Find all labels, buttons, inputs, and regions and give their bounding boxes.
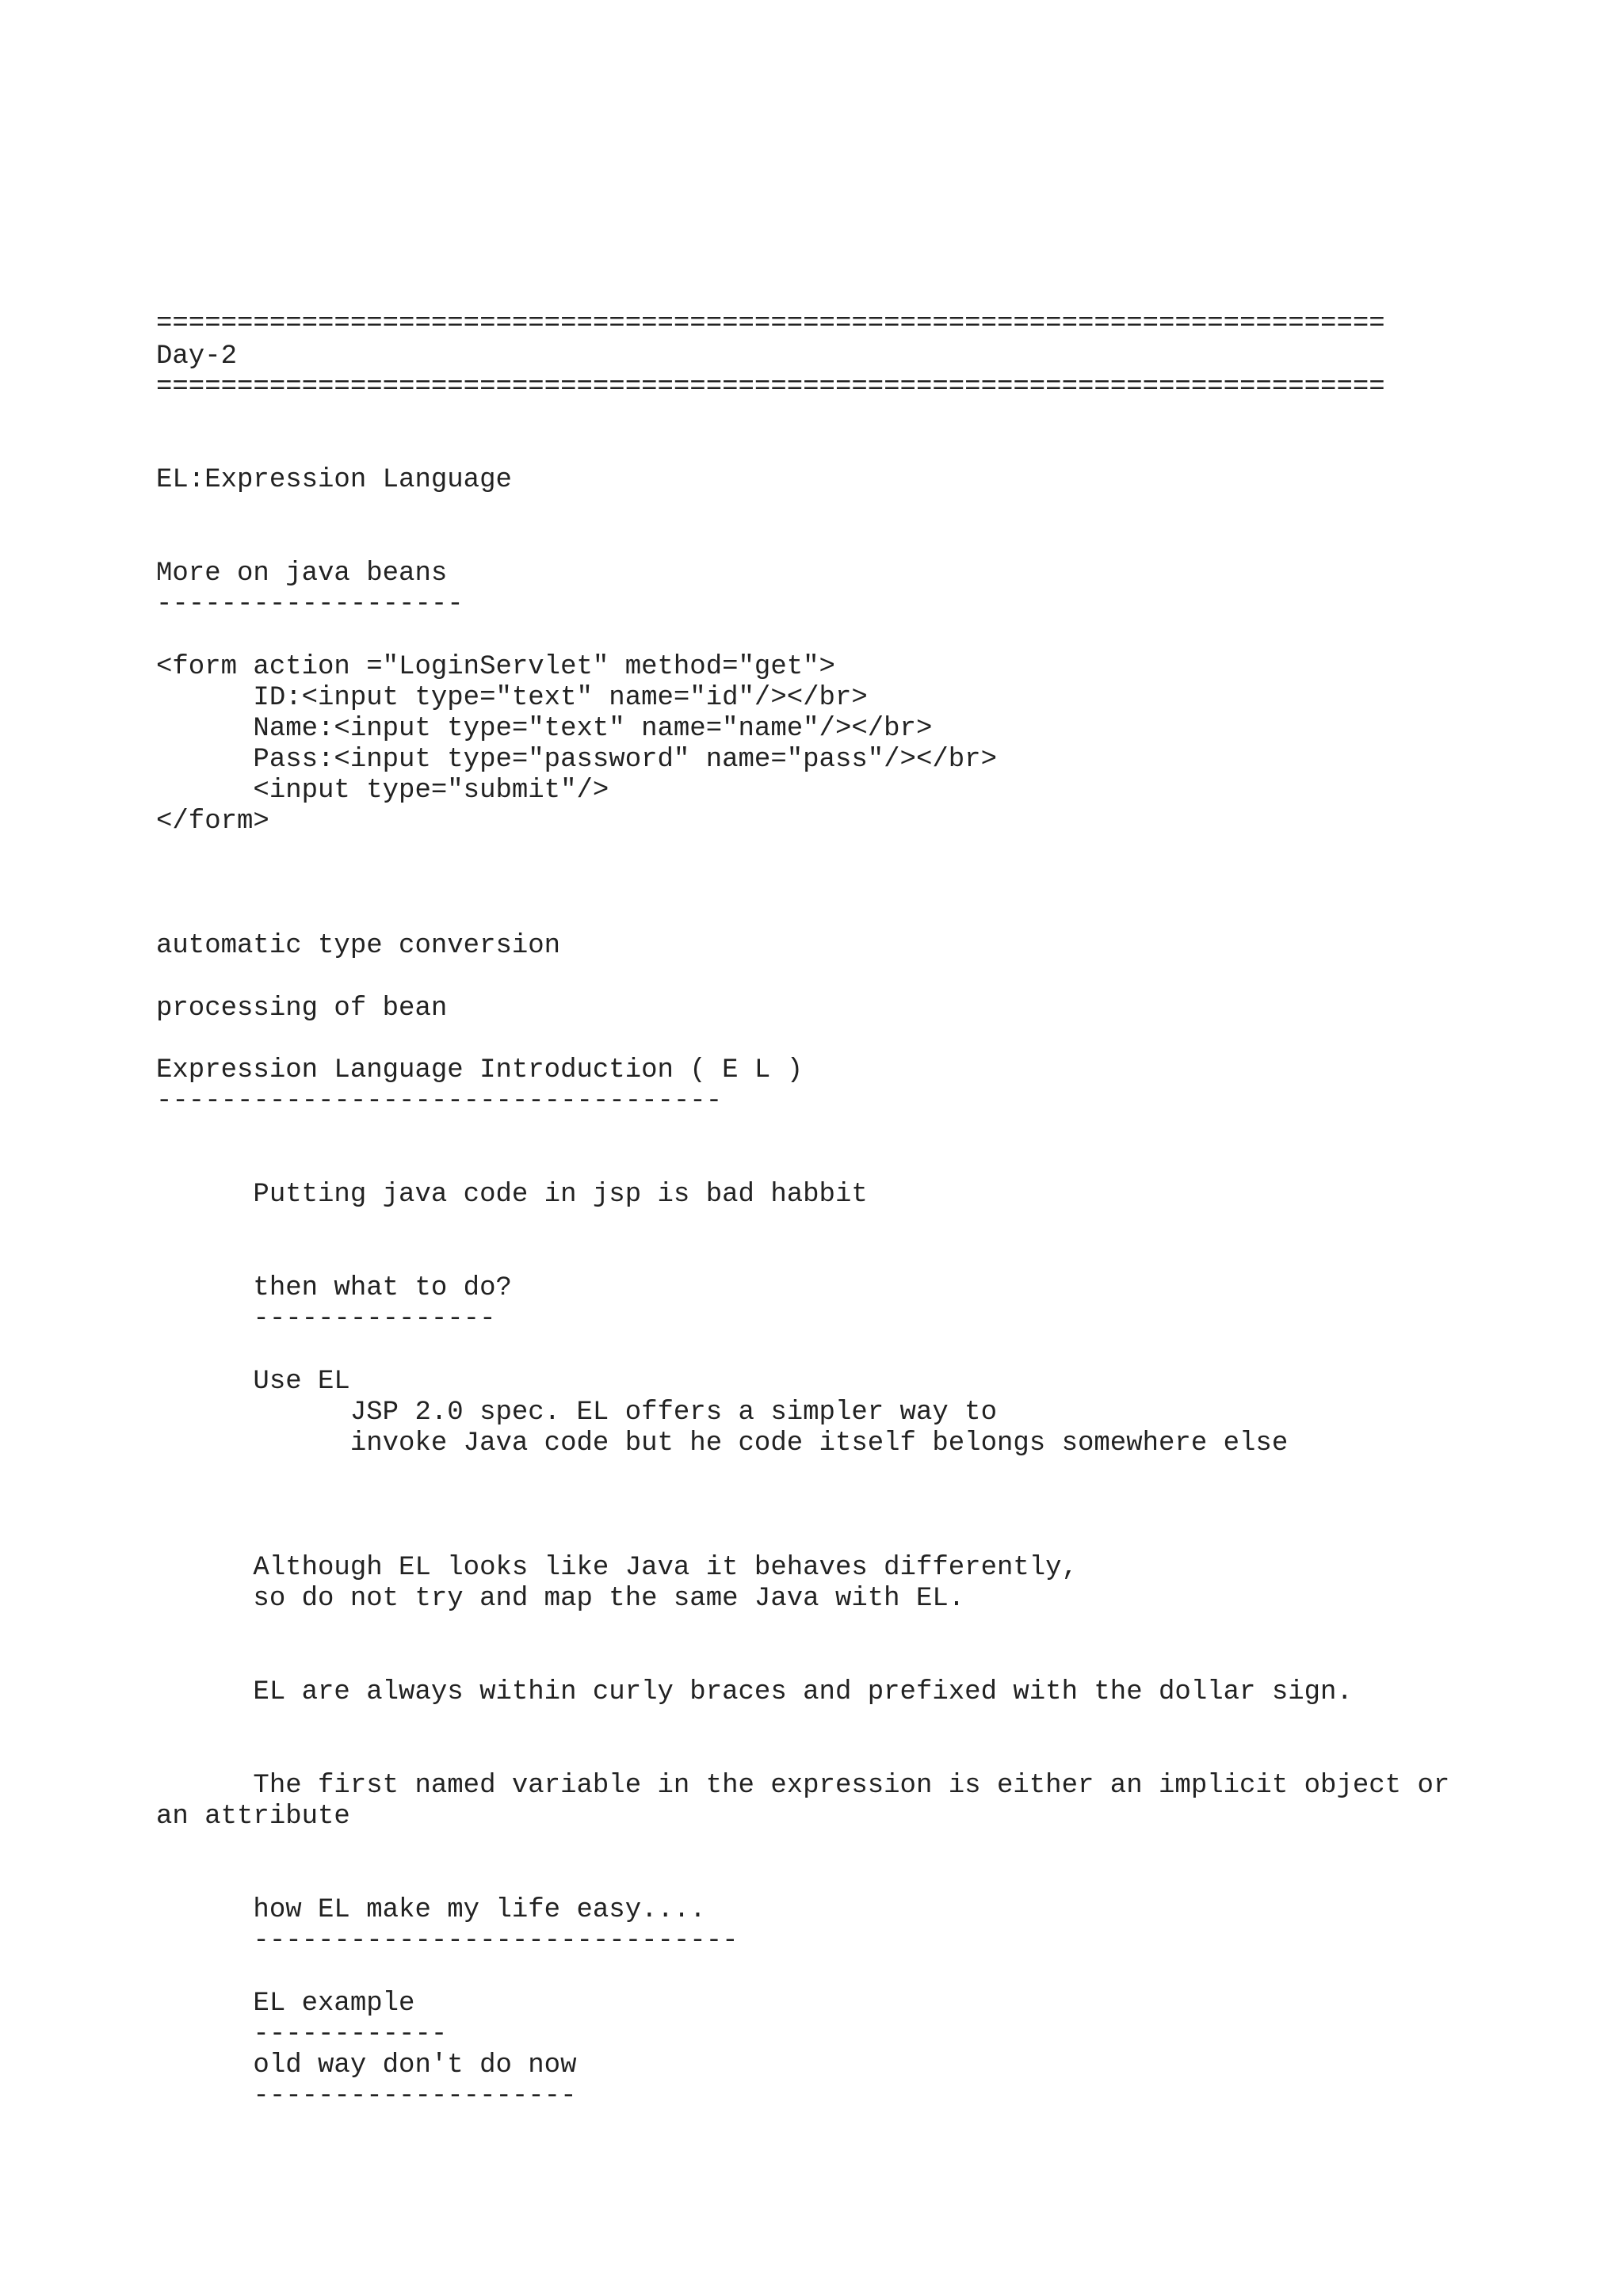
text-line: EL are always within curly braces and prefixed with the dollar sign. [156,1677,1353,1707]
separator-line: ============================================================================ [156,372,1385,402]
day-heading: Day-2 [156,341,238,372]
text-line: Although EL looks like Java it behaves differently, [156,1553,1078,1583]
text-line: an attribute [156,1802,350,1832]
section-heading: Expression Language Introduction ( E L ) [156,1055,804,1085]
code-line: ID:<input type="text" name="id"/></br> [156,683,868,713]
text-line: The first named variable in the expression is either an implicit object or [156,1771,1450,1801]
text-line: so do not try and map the same Java with EL. [156,1584,965,1614]
subheading: EL example [156,1989,415,2019]
heading-underline: ----------------------------------- [156,1086,723,1116]
code-line: <form action ="LoginServlet" method="get"> [156,652,835,682]
text-line: processing of bean [156,994,448,1024]
text-line: automatic type conversion [156,931,561,961]
heading-underline: ------------ [156,2019,448,2050]
heading-underline: -------------------- [156,2081,577,2111]
text-line: invoke Java code but he code itself belongs somewhere else [156,1428,1289,1459]
heading-underline: ------------------------------ [156,1926,739,1956]
section-heading: More on java beans [156,559,448,589]
text-line: Use EL [156,1367,350,1397]
section-title: EL:Expression Language [156,465,512,495]
code-line: Name:<input type="text" name="name"/></br> [156,714,933,744]
subheading: old way don't do now [156,2050,577,2081]
code-line: </form> [156,807,269,837]
heading-underline: --------------- [156,1304,496,1334]
subheading: how EL make my life easy.... [156,1895,706,1925]
separator-line: ============================================================================ [156,309,1385,339]
subheading: then what to do? [156,1273,512,1303]
text-line: JSP 2.0 spec. EL offers a simpler way to [156,1398,997,1428]
code-line: <input type="submit"/> [156,776,609,806]
text-line: Putting java code in jsp is bad habbit [156,1180,868,1210]
code-line: Pass:<input type="password" name="pass"/></br> [156,745,997,775]
heading-underline: ------------------- [156,589,464,620]
